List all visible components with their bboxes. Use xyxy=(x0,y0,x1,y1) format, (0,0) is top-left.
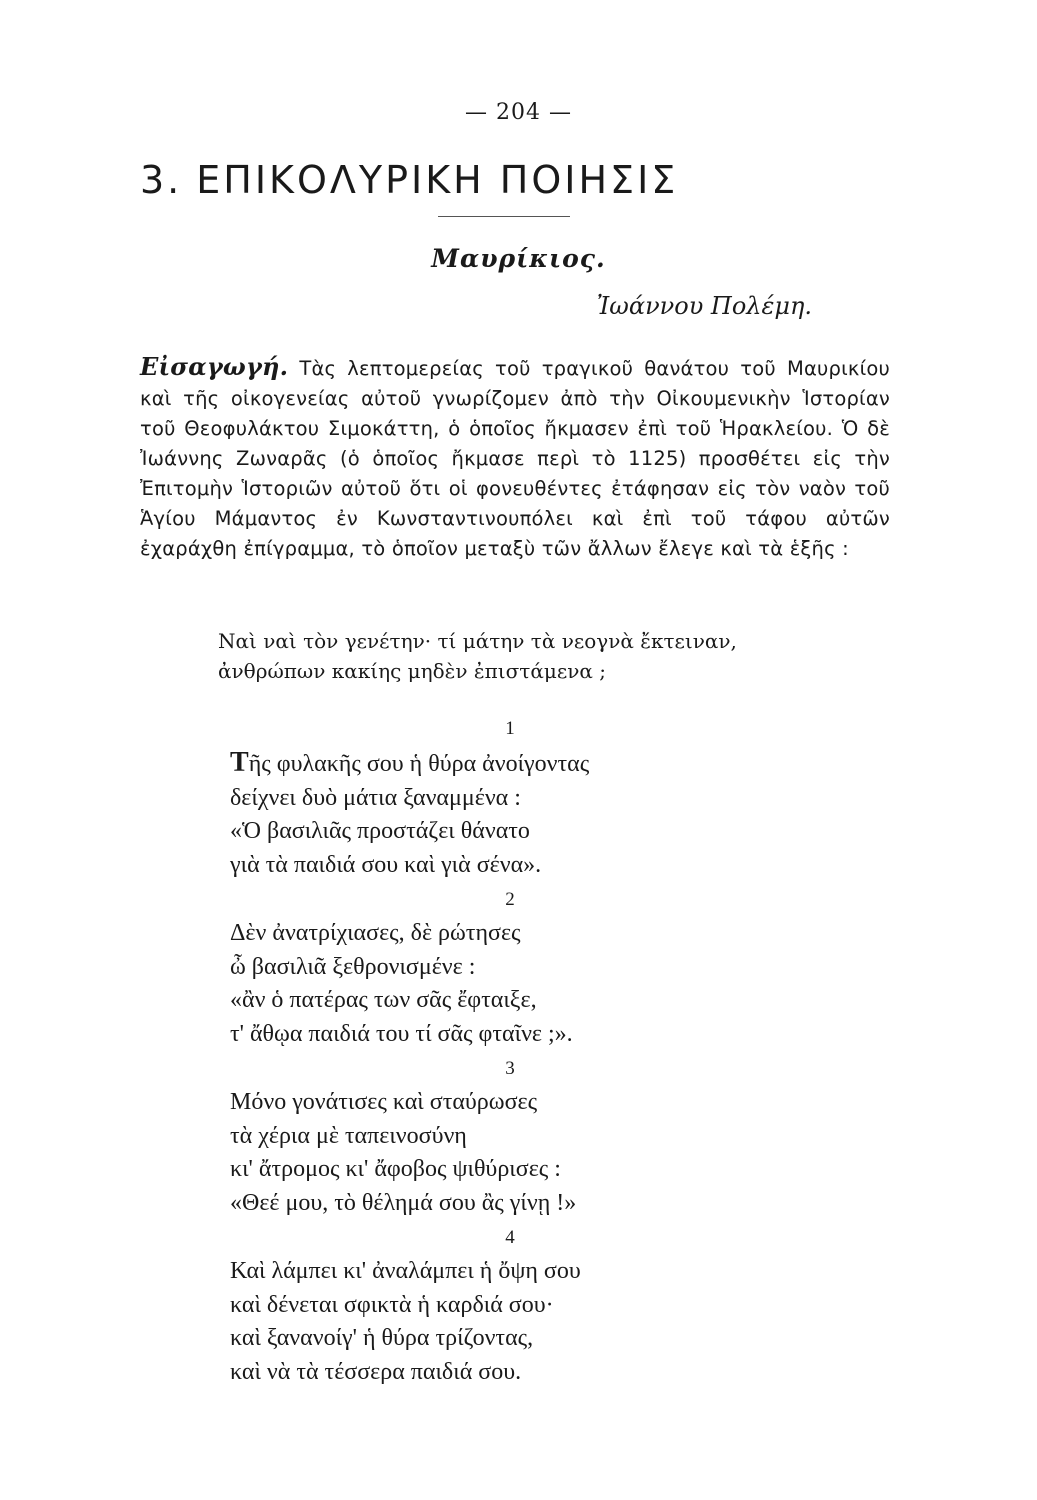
verse-line: καὶ δένεται σφικτὰ ἡ καρδιά σου· xyxy=(230,1291,554,1318)
verse-line: ὦ βασιλιᾶ ξεθρονισμένε : xyxy=(230,953,476,980)
introduction-paragraph xyxy=(140,352,890,564)
introduction-text: Τὰς λεπτομερείας τοῦ τραγικοῦ θανάτου τοῦ Μαυρικίου καὶ τῆς οἰκογενείας αὐτοῦ γνωρίζομεν ἀπὸ τὴν Οἰκουμενικὴν Ἱστορίαν τοῦ Θεοφυλάκτου Σιμοκάττη, ὁ ὁποῖος ἤκμασεν ἐπὶ τοῦ Ἡρακλείου. Ὁ δὲ Ἰωάννης Ζωναρᾶς (ὁ ὁποῖος ἤκμασε περὶ τὸ 1125) προσθέτει εἰς τὴν Ἐπιτομὴν Ἱστοριῶν αὐτοῦ ὅτι οἱ φονευθέντες ἐτάφησαν εἰς τὸν ναὸν τοῦ Ἁγίου Μάμαντος ἐν Κωνσταντινουπόλει καὶ ἐπὶ τοῦ τάφου αὐτῶν ἐχαράχθη ἐπίγραμμα, τὸ ὁποῖον μεταξὺ τῶν ἄλλων ἔλεγε καὶ τὰ ἑξῆς : xyxy=(140,357,890,560)
page-number: — 204 — xyxy=(465,100,572,125)
section-title: ΕΠΙΚΟΛΥΡΙΚΗ ΠΟΙΗΣΙΣ xyxy=(196,158,679,202)
verse-line: «Θεέ μου, τὸ θέλημά σου ἂς γίνῃ !» xyxy=(230,1190,577,1217)
stanza-number: 1 xyxy=(505,718,515,739)
section-heading xyxy=(140,158,900,202)
stanza-number: 3 xyxy=(505,1057,515,1079)
epigram-line: ἀνθρώπων κακίης μηδὲν ἐπιστάμενα ; xyxy=(218,659,606,683)
poem-body xyxy=(230,712,850,1390)
verse-line: δείχνει δυὸ μάτια ξαναμμένα : xyxy=(230,784,521,811)
verse-line: Δὲν ἀνατρίχιασες, δὲ ρώτησες xyxy=(230,919,521,946)
verse-line: Καὶ λάμπει κι' ἀναλάμπει ἡ ὄψη σου xyxy=(230,1257,581,1284)
verse-line: «ἂν ὁ πατέρας των σᾶς ἔφταιξε, xyxy=(230,987,537,1014)
verse-text: ῆς φυλακῆς σου ἡ θύρα ἀνοίγοντας xyxy=(248,750,590,777)
initial-letter: Τ xyxy=(230,746,249,778)
verse-line: κι' ἄτρομος κι' ἄφοβος ψιθύρισες : xyxy=(230,1156,561,1183)
verse-line: γιὰ τὰ παιδιά σου καὶ γιὰ σένα». xyxy=(230,852,542,879)
introduction-label: Εἰσαγωγή. xyxy=(140,352,289,381)
verse-line: τ' ἄθῳα παιδιά του τί σᾶς φταῖνε ;». xyxy=(230,1021,573,1048)
stanza-number: 4 xyxy=(505,1226,515,1248)
verse-line: καὶ νὰ τὰ τέσσερα παιδιά σου. xyxy=(230,1359,522,1386)
verse-line: «Ὁ βασιλιᾶς προστάζει θάνατο xyxy=(230,818,530,845)
epigram-quote xyxy=(218,626,918,686)
verse-line xyxy=(230,746,850,782)
poem-author: Ἰωάννου Πολέμη. xyxy=(596,292,812,320)
verse-line: τὰ χέρια μὲ ταπεινοσύνη xyxy=(230,1122,467,1149)
title-divider xyxy=(438,216,570,217)
epigram-line: Ναὶ ναὶ τὸν γενέτην· τί μάτην τὰ νεογνὰ ἔκτειναν, xyxy=(218,629,737,653)
verse-line: καὶ ξανανοίγ' ἡ θύρα τρίζοντας, xyxy=(230,1325,534,1352)
verse-line: Μόνο γονάτισες καὶ σταύρωσες xyxy=(230,1088,538,1115)
poem-title: Μαυρίκιος. xyxy=(431,244,606,273)
section-number: 3. xyxy=(140,158,183,202)
stanza-number: 2 xyxy=(505,888,515,910)
